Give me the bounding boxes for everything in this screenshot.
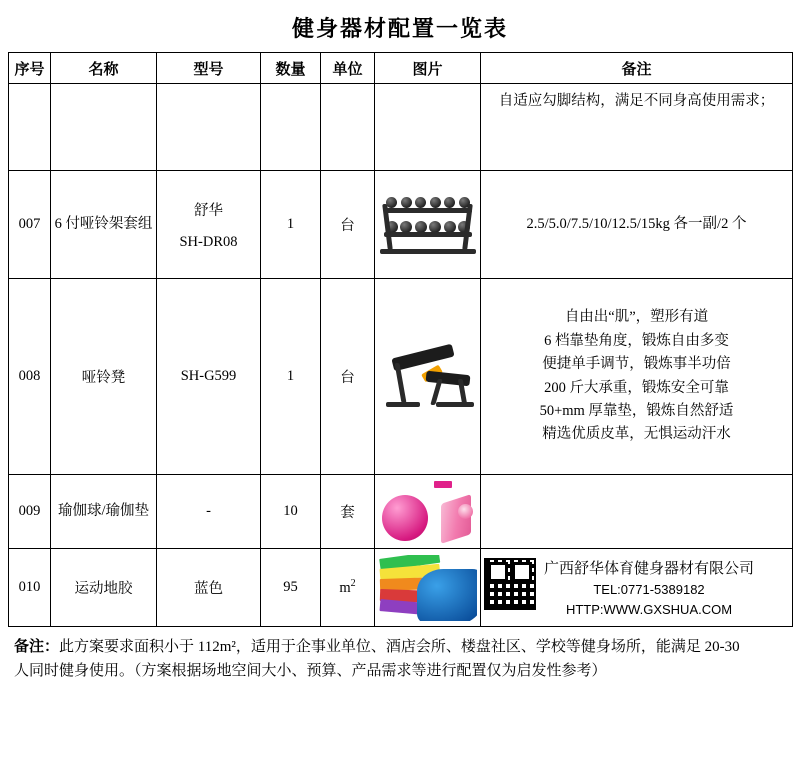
cell-picture [375, 549, 481, 627]
remark-line: 自适应勾脚结构，满足不同身高使用需求； [498, 93, 775, 109]
cell-unit: 台 [321, 171, 375, 279]
cell-unit: $m^2$ [321, 549, 375, 627]
company-info [484, 556, 789, 620]
footer-note-label: 备注： [14, 639, 60, 655]
table-row [9, 549, 793, 627]
cell-model: 蓝色 [157, 549, 261, 627]
qr-code-icon [484, 558, 536, 610]
remark-line: 精选优质皮革，无惧运动汗水 [542, 426, 731, 443]
cell-qty [261, 84, 321, 171]
cell-picture [375, 279, 481, 475]
column-header-picture: 图片 [375, 53, 481, 84]
cell-name: 哑铃凳 [51, 279, 157, 475]
company-url: HTTP:WWW.GXSHUA.COM [565, 601, 733, 617]
remark-line: 自由出“肌”，塑形有道 [564, 309, 709, 326]
cell-qty: 1 [261, 171, 321, 279]
cell-model [157, 84, 261, 171]
cell-name-text: 6 付哑铃架套组 [54, 215, 153, 232]
cell-seq [9, 84, 51, 171]
remark-line: 便捷单手调节，锻炼事半功倍 [542, 356, 731, 373]
column-header-model: 型号 [157, 53, 261, 84]
cell-unit [321, 84, 375, 171]
company-name: 广西舒华体育健身器材有限公司 [544, 560, 755, 577]
cell-qty: 95 [261, 549, 321, 627]
table-row [9, 171, 793, 279]
table-row [9, 279, 793, 475]
cell-picture [375, 84, 481, 171]
cell-picture [375, 475, 481, 549]
cell-remark [481, 84, 793, 171]
remark-line: 50+mm 厚靠垫，锻炼自然舒适 [539, 402, 734, 419]
cell-remark [481, 171, 793, 279]
cell-seq: 007 [9, 171, 51, 279]
footer-note-line2: 人同时健身使用。（方案根据场地空间大小、预算、产品需求等进行配置仅为启发性参考） [14, 663, 607, 680]
cell-seq: 009 [9, 475, 51, 549]
cell-model: - [157, 475, 261, 549]
cell-name [51, 475, 157, 549]
cell-unit: 套 [321, 475, 375, 549]
table-row [9, 475, 793, 549]
company-tel: TEL:0771-5389182 [593, 582, 705, 598]
column-header-remark: 备注 [481, 53, 793, 84]
cell-remark [481, 475, 793, 549]
column-header-qty: 数量 [261, 53, 321, 84]
equipment-table [8, 52, 793, 627]
table-header-row [9, 53, 793, 84]
column-header-seq: 序号 [9, 53, 51, 84]
table-row [9, 84, 793, 171]
dumbbell-rack-photo [378, 194, 477, 256]
cell-qty: 1 [261, 279, 321, 475]
column-header-name: 名称 [51, 53, 157, 84]
cell-model-line2: SH-DR08 [179, 233, 238, 250]
yoga-ball-and-mat-photo [378, 481, 477, 543]
cell-remark [481, 549, 793, 627]
remark-line: 2.5/5.0/7.5/10/12.5/15kg 各一副/2 个 [526, 215, 747, 232]
cell-remark [481, 279, 793, 475]
cell-model: SH-G599 [157, 279, 261, 475]
cell-picture [375, 171, 481, 279]
page-title: 健身器材配置一览表 [291, 16, 508, 41]
cell-model [157, 171, 261, 279]
cell-name: 运动地胶 [51, 549, 157, 627]
cell-name [51, 84, 157, 171]
cell-unit: 台 [321, 279, 375, 475]
cell-name-text: 瑜伽球/瑜伽垫 [57, 502, 150, 519]
footer-note [8, 635, 792, 684]
remark-line: 6 档靠垫角度，锻炼自由多变 [544, 332, 729, 349]
footer-note-line1: 此方案要求面积小于 112m²，适用于企事业单位、酒店会所、楼盘社区、学校等健身场所，能满足 20-30 [59, 639, 740, 655]
sports-flooring-photo [378, 555, 477, 621]
cell-seq: 010 [9, 549, 51, 627]
cell-seq: 008 [9, 279, 51, 475]
adjustable-bench-photo [378, 339, 477, 415]
cell-model-line1: 舒华 [194, 202, 223, 219]
column-header-unit: 单位 [321, 53, 375, 84]
cell-name [51, 171, 157, 279]
cell-qty: 10 [261, 475, 321, 549]
remark-line: 200 斤大承重，锻炼安全可靠 [544, 379, 729, 396]
